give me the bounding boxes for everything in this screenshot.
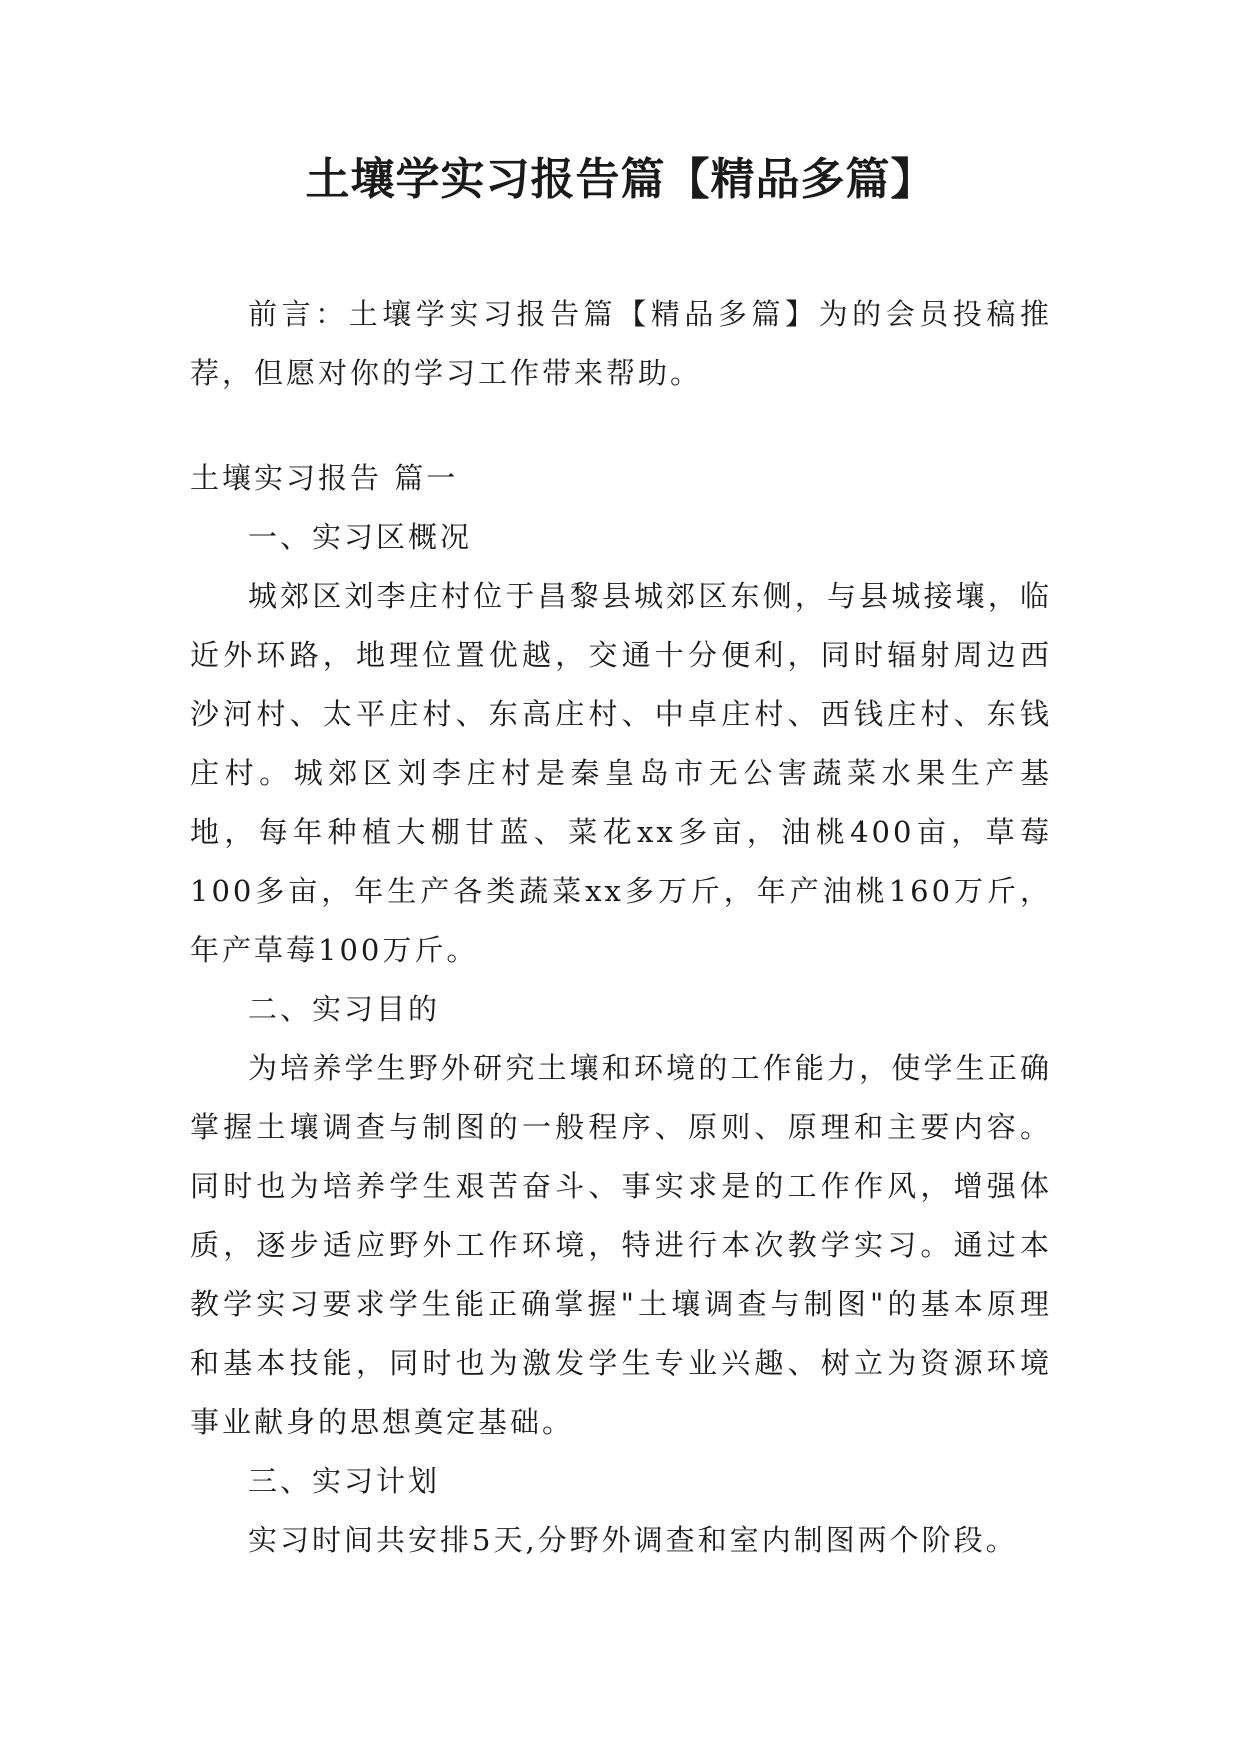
document-body	[190, 285, 1052, 1570]
document-title: 土壤学实习报告篇【精品多篇】	[305, 154, 936, 205]
heading-overview: 一、实习区概况	[248, 520, 473, 554]
heading-purpose: 二、实习目的	[248, 992, 441, 1026]
section-title: 土壤实习报告 篇一	[190, 461, 459, 495]
preface-paragraph: 前言：土壤学实习报告篇【精品多篇】为的会员投稿推荐，但愿对你的学习工作带来帮助。	[190, 297, 1052, 390]
paragraph-plan: 实习时间共安排5天,分野外调查和室内制图两个阶段。	[248, 1523, 1018, 1557]
heading-plan: 三、实习计划	[248, 1464, 441, 1498]
paragraph-purpose: 为培养学生野外研究土壤和环境的工作能力，使学生正确掌握土壤调查与制图的一般程序、原则、原理和主要内容。同时也为培养学生艰苦奋斗、事实求是的工作作风，增强体质，逐步适应野外工作环境，特进行本次教学实习。通过本教学实习要求学生能正确掌握"土壤调查与制图"的基本原理和基本技能，同时也为激发学生专业兴趣、树立为资源环境事业献身的思想奠定基础。	[190, 1051, 1052, 1439]
paragraph-overview: 城郊区刘李庄村位于昌黎县城郊区东侧，与县城接壤，临近外环路，地理位置优越，交通十分便利，同时辐射周边西沙河村、太平庄村、东高庄村、中卓庄村、西钱庄村、东钱庄村。城郊区刘李庄村是秦皇岛市无公害蔬菜水果生产基地，每年种植大棚甘蓝、菜花xx多亩，油桃400亩，草莓100多亩，年生产各类蔬菜xx多万斤，年产油桃160万斤，年产草莓100万斤。	[190, 579, 1052, 967]
